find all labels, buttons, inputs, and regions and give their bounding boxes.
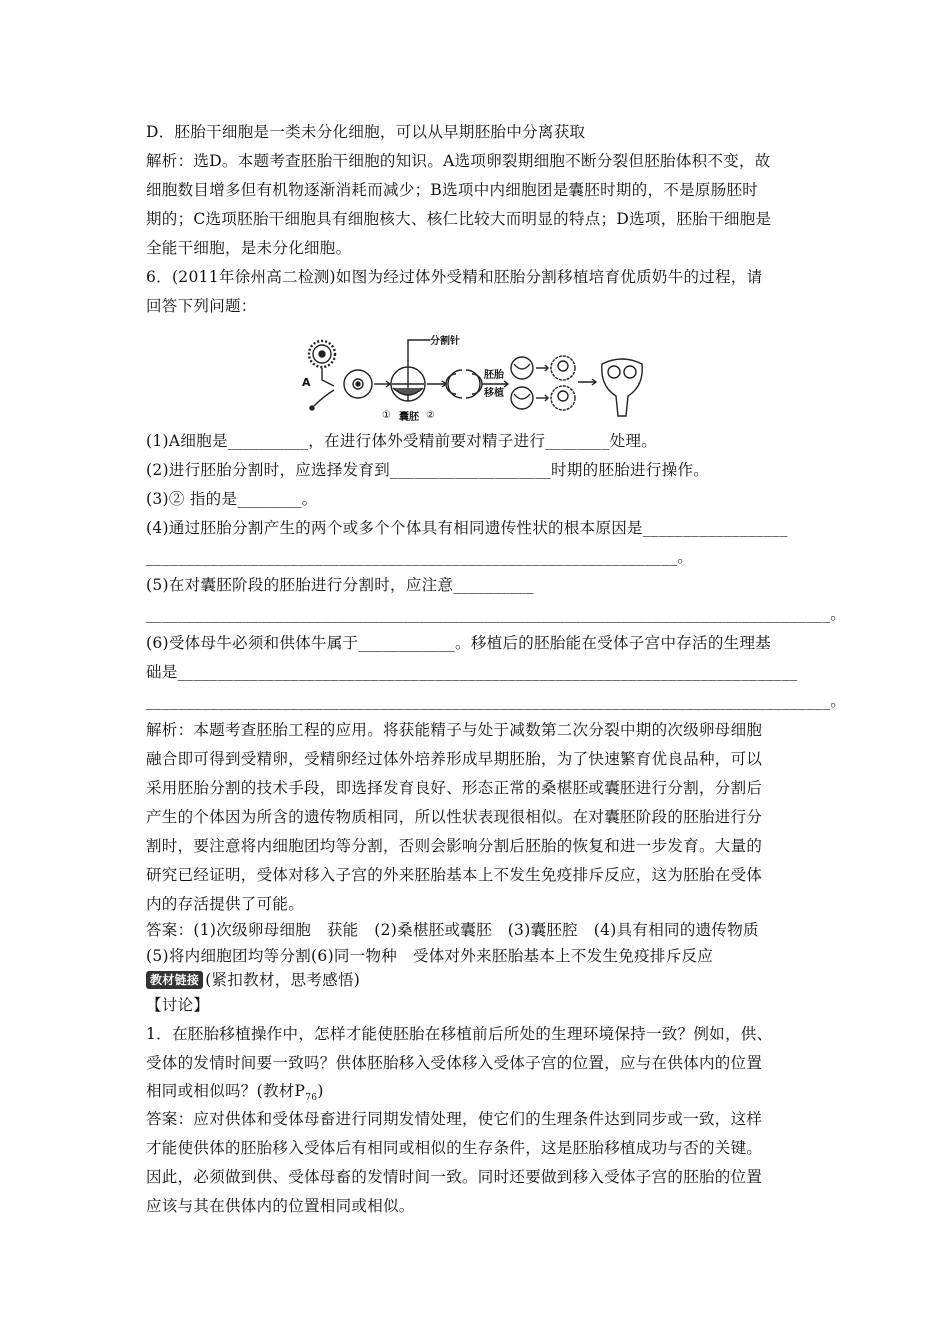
uterus-shape xyxy=(602,359,642,416)
discussion-ref-line xyxy=(146,1081,324,1108)
analysis-line: 研究已经证明，受体对移入子宫的外来胚胎基本上不发生免疫排斥反应，这为胚胎在受体 xyxy=(146,866,763,884)
zygote-dot xyxy=(356,382,360,386)
option-d: D．胚胎干细胞是一类未分化细胞，可以从早期胚胎中分离获取 xyxy=(146,123,586,141)
label-needle: 分割针 xyxy=(430,336,460,347)
analysis-line: 解析：本题考查胚胎工程的应用。将获能精子与处于减数第二次分裂中期的次级卵母细胞 xyxy=(146,721,763,739)
sperm-head xyxy=(310,406,314,410)
developed-embryo xyxy=(551,386,575,410)
textbook-link-note: (紧扣教材，思考感悟) xyxy=(205,971,361,989)
sperm-tail xyxy=(314,390,334,406)
discussion-line: 1．在胚胎移植操作中，怎样才能使胚胎在移植前后所处的生理环境保持一致？例如，供、 xyxy=(146,1025,773,1043)
question-6-4: (4)通过胚胎分割产生的两个或多个个体具有相同遗传性状的根本原因是__________________ xyxy=(146,519,788,537)
discussion-heading: 【讨论】 xyxy=(146,996,210,1014)
analysis-line: 采用胚胎分割的技术手段，即选择发育良好、形态正常的桑椹胚或囊胚进行分割，分割后 xyxy=(146,779,763,797)
embryo-transfer-diagram xyxy=(300,334,650,422)
inner-cell-mass xyxy=(393,388,423,395)
discussion-ref-close: ) xyxy=(317,1082,324,1100)
analysis-line: 期的；C选项胚胎干细胞具有细胞核大、核仁比较大而明显的特点；D选项，胚胎干细胞是 xyxy=(146,210,772,228)
analysis-line: 割时，要注意将内细胞团均等分割，否则会影响分割后胚胎的恢复和进一步发育。大量的 xyxy=(146,837,763,855)
analysis-line: 全能干细胞，是未分化细胞。 xyxy=(146,239,352,257)
label-transfer-1: 胚胎 xyxy=(484,370,504,381)
label-circle-1: ① xyxy=(382,410,391,421)
textbook-link-row xyxy=(146,970,360,990)
question-6-6: (6)受体母牛必须和供体牛属于____________。移植后的胚胎能在受体子宫中存活的生理基 xyxy=(146,634,772,652)
question-6-5: (5)在对囊胚阶段的胚胎进行分割时，应注意__________ xyxy=(146,576,534,594)
question-6-stem: 6．(2011年徐州高二检测)如图为经过体外受精和胚胎分割移植培育优质奶牛的过程，请 xyxy=(146,268,763,286)
implanted-embryo xyxy=(624,366,636,378)
answer-line: 应该与其在供体内的位置相同或相似。 xyxy=(146,1197,415,1215)
embryo-shape xyxy=(511,387,533,409)
textbook-link-badge: 教材链接 xyxy=(146,971,203,989)
developed-inner xyxy=(558,361,568,371)
label-a: A xyxy=(302,376,311,389)
diagram-svg xyxy=(300,334,650,422)
analysis-line: 解析：选D。本题考查胚胎干细胞的知识。A选项卵裂期细胞不断分裂但胚胎体积不变，故 xyxy=(146,152,771,170)
discussion-line: 受体的发情时间要一致吗？供体胚胎移入受体移入受体子宫的位置，应与在供体内的位置 xyxy=(146,1054,763,1072)
analysis-line: 内的存活提供了可能。 xyxy=(146,895,305,913)
nucleus-shape xyxy=(319,351,325,357)
question-6-4-blank: __________________________________________________________________。 xyxy=(146,548,694,566)
question-6-2: (2)进行胚胎分割时，应选择发育到____________________时期的胚胎进行操作。 xyxy=(146,461,710,479)
needle-line xyxy=(408,340,430,367)
question-6-3: (3)② 指的是________。 xyxy=(146,490,318,508)
question-6-6-blank: 础是_____________________________________________________________________________ xyxy=(146,663,798,681)
answer-line: 答案：应对供体和受体母畜进行同期发情处理，使它们的生理条件达到同步或一致，这样 xyxy=(146,1110,763,1128)
analysis-line: 产生的个体因为所含的遗传物质相同，所以性状表现很相似。在对囊胚阶段的胚胎进行分 xyxy=(146,808,763,826)
question-6-6-blank: _____________________________________________________________________________________。 xyxy=(146,692,847,710)
analysis-line: 融合即可得到受精卵，受精卵经过体外培养形成早期胚胎，为了快速繁育优良品种，可以 xyxy=(146,750,763,768)
embryo-inner xyxy=(514,364,530,369)
developed-inner xyxy=(558,391,568,401)
answer-line: 才能使供体的胚胎移入受体后有相同或相似的生存条件，这是胚胎移植成功与否的关键。 xyxy=(146,1139,763,1157)
embryo-shape xyxy=(511,357,533,379)
answer-line: 答案：(1)次级卵母细胞 获能 (2)桑椹胚或囊胚 (3)囊胚腔 (4)具有相同的遗传物质 xyxy=(146,921,759,939)
embryo-inner xyxy=(514,394,530,399)
question-6-stem: 回答下列问题： xyxy=(146,297,257,315)
answer-line: (5)将内细胞团均等分割(6)同一物种 受体对外来胚胎基本上不发生免疫排斥反应 xyxy=(146,947,714,965)
arrow-line xyxy=(322,368,334,386)
question-6-1: (1)A细胞是__________，在进行体外受精前要对精子进行________处理。 xyxy=(146,432,658,450)
page-number-subscript: 76 xyxy=(305,1093,318,1104)
discussion-ref-text: 相同或相似吗？(教材P xyxy=(146,1082,306,1100)
developed-embryo xyxy=(551,356,575,380)
answer-line: 因此，必须做到供、受体母畜的发情时间一致。同时还要做到移入受体子宫的胚胎的位置 xyxy=(146,1168,763,1186)
question-6-5-blank: _____________________________________________________________________________________。 xyxy=(146,605,847,623)
implanted-embryo xyxy=(608,366,620,378)
analysis-line: 细胞数目增多但有机物逐渐消耗而减少；B选项中内细胞团是囊胚时期的，不是原肠胚时 xyxy=(146,181,759,199)
label-blastocyst: 囊胚 xyxy=(399,412,419,422)
label-circle-2: ② xyxy=(426,410,435,421)
label-transfer-2: 移植 xyxy=(484,388,504,399)
